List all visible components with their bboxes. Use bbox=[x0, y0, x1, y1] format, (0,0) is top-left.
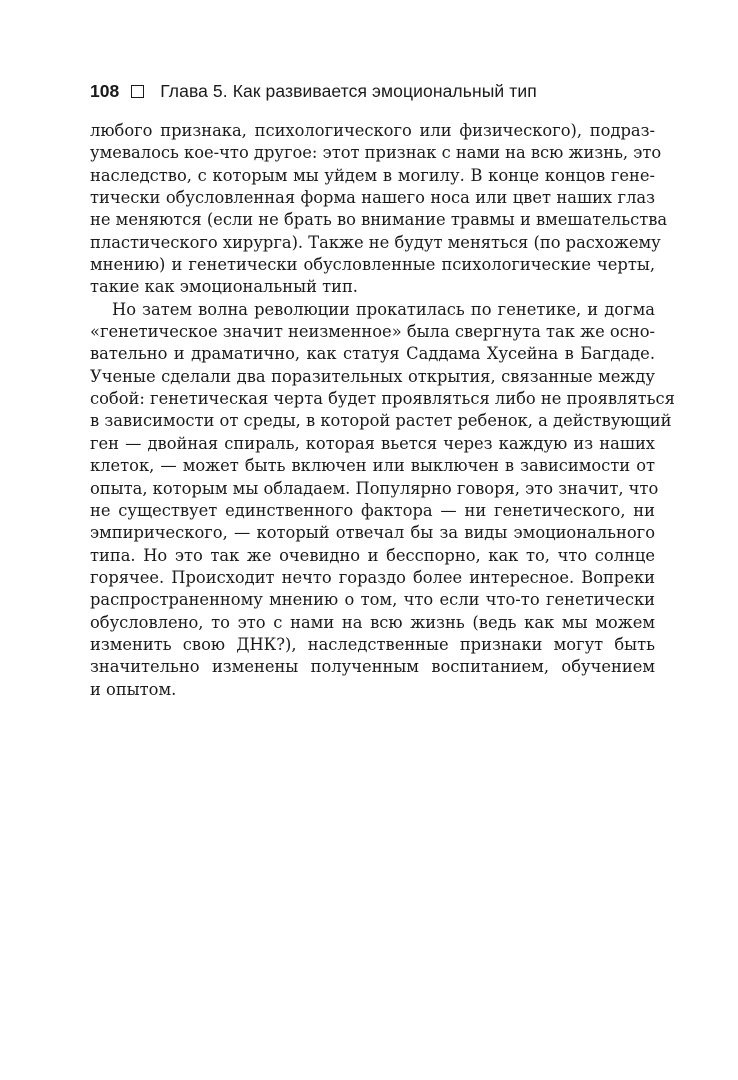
text-line: Ученые сделали два поразительных открытия, связанные между bbox=[90, 366, 655, 386]
text-line: обусловлено, то это с нами на всю жизнь (ведь как мы можем bbox=[90, 612, 655, 632]
text-line: умевалось кое-что другое: этот признак с нами на всю жизнь, это bbox=[90, 143, 662, 163]
text-line: Но затем волна революции прокатилась по генетике, и догма bbox=[112, 299, 655, 319]
text-line: вательно и драматично, как статуя Саддама Хусейна в Багдаде. bbox=[90, 344, 655, 364]
text-line: ген — двойная спираль, которая вьется через каждую из наших bbox=[90, 433, 655, 453]
text-line: изменить свою ДНК?), наследственные признаки могут быть bbox=[90, 634, 655, 654]
text-line: пластического хирурга). Также не будут меняться (по расхожему bbox=[90, 232, 661, 252]
text-line: опыта, которым мы обладаем. Популярно говоря, это значит, что bbox=[90, 478, 659, 498]
text-line: любого признака, психологического или физического), подраз- bbox=[90, 121, 655, 140]
text-line: не существует единственного фактора — ни генетического, ни bbox=[90, 500, 655, 520]
text-line: наследство, с которым мы уйдем в могилу. В конце концов гене- bbox=[90, 165, 655, 185]
text-line: типа. Но это так же очевидно и бесспорно, как то, что солнце bbox=[90, 545, 655, 565]
text-line: эмпирического, — который отвечал бы за виды эмоционального bbox=[90, 523, 655, 543]
paragraph-2 bbox=[90, 299, 675, 701]
text-line: клеток, — может быть включен или выключен в зависимости от bbox=[90, 456, 655, 476]
text-line: не меняются (если не брать во внимание травмы и вмешательства bbox=[90, 210, 668, 230]
paragraph-1 bbox=[90, 120, 668, 299]
square-outline-icon bbox=[131, 85, 144, 98]
body-text bbox=[90, 120, 675, 701]
text-line: значительно изменены полученным воспитанием, обучением bbox=[90, 657, 655, 677]
page-number: 108 bbox=[90, 80, 120, 101]
text-line: распространенному мнению о том, что если что-то генетически bbox=[90, 590, 655, 610]
text-line: в зависимости от среды, в которой растет ребенок, а действующий bbox=[90, 411, 672, 431]
running-header bbox=[90, 78, 650, 104]
text-line: горячее. Происходит нечто гораздо более интересное. Вопреки bbox=[90, 567, 655, 587]
text-line: тически обусловленная форма нашего носа или цвет наших глаз bbox=[90, 188, 655, 208]
text-line: и опытом. bbox=[90, 679, 177, 699]
text-line: «генетическое значит неизменное» была свергнута так же осно- bbox=[90, 322, 655, 342]
text-line: собой: генетическая черта будет проявляться либо не проявляться bbox=[90, 389, 675, 409]
text-line: мнению) и генетически обусловленные психологические черты, bbox=[90, 255, 655, 275]
text-line: такие как эмоциональный тип. bbox=[90, 277, 358, 297]
chapter-title: Глава 5. Как развивается эмоциональный тип bbox=[160, 80, 537, 101]
